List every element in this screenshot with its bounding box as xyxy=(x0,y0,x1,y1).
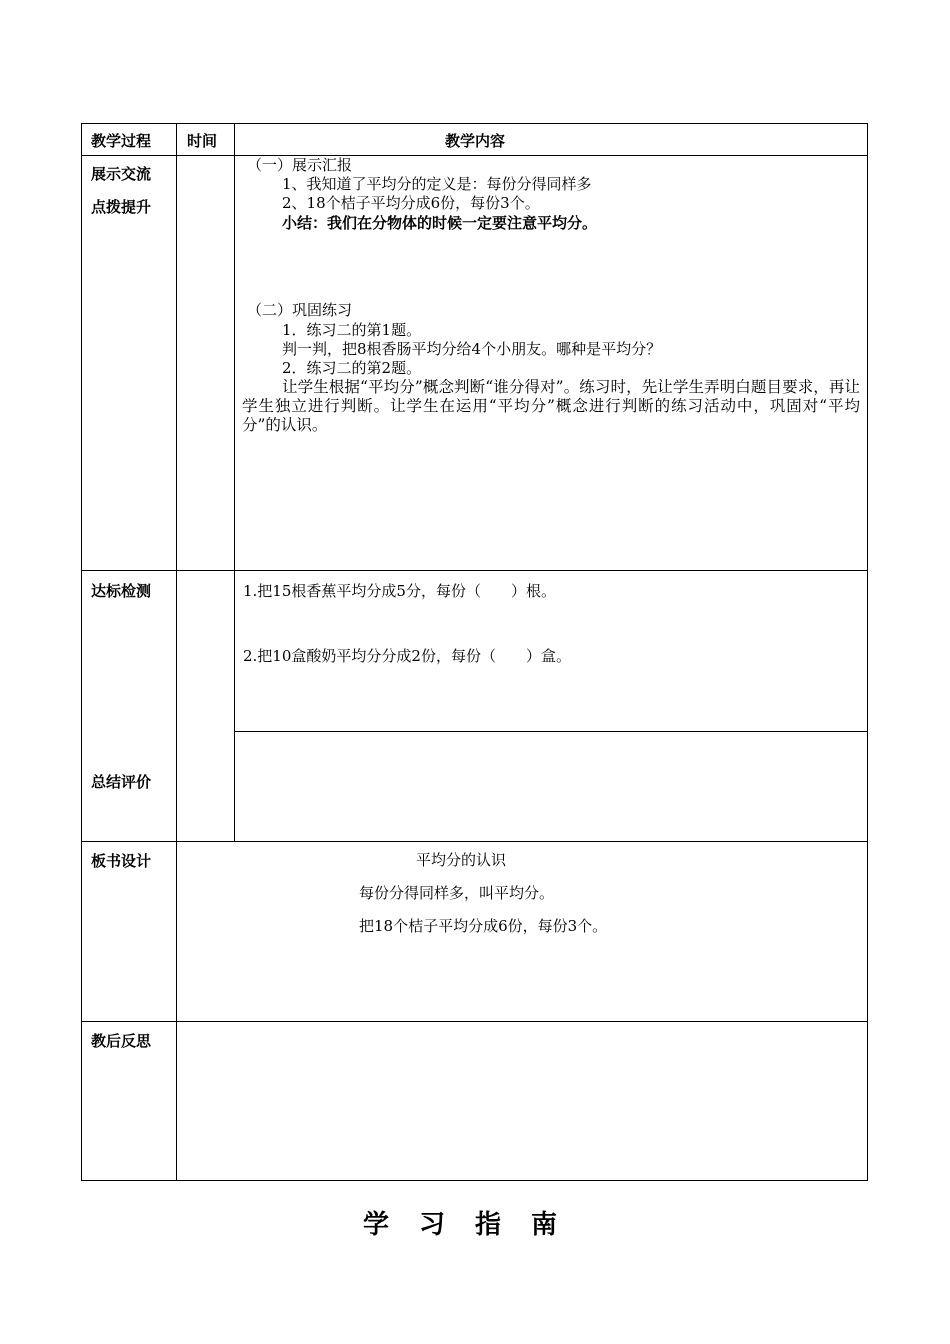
board-line1: 每份分得同样多，叫平均分。 xyxy=(359,884,555,902)
table-border-right xyxy=(867,123,868,1181)
row-divider-section3 xyxy=(81,841,868,842)
test-question-2: 2.把10盒酸奶平均分分成2份，每份（ ）盒。 xyxy=(243,647,571,665)
part2-item2: 2．练习二的第2题。 xyxy=(282,359,422,377)
part2-paragraph: 让学生根据“平均分”概念判断“谁分得对”。练习时，先让学生弄明白题目要求，再让学生独立进行判断。让学生在运用“平均分”概念进行判断的练习活动中，巩固对“平均分”的认识。 xyxy=(242,378,860,434)
section1-label-line2: 点拨提升 xyxy=(91,198,152,216)
header-process: 教学过程 xyxy=(91,132,152,150)
part2-item1: 1．练习二的第1题。 xyxy=(282,321,422,339)
board-title: 平均分的认识 xyxy=(416,851,507,869)
row-divider-section4 xyxy=(81,1021,868,1022)
board-line2: 把18个桔子平均分成6份，每份3个。 xyxy=(359,917,608,935)
lesson-plan-table xyxy=(81,123,868,1181)
section2-label: 达标检测 xyxy=(91,582,152,600)
header-content: 教学内容 xyxy=(445,132,506,150)
footer-title: 学习指南 xyxy=(362,1210,587,1240)
table-border-top xyxy=(81,123,868,124)
part1-item1: 1、我知道了平均分的定义是：每份分得同样多 xyxy=(282,175,592,193)
part1-item2: 2、18个桔子平均分成6份，每份3个。 xyxy=(282,194,540,212)
section4-label: 板书设计 xyxy=(91,852,152,870)
table-border-bottom xyxy=(81,1180,868,1181)
table-border-left xyxy=(81,123,82,1181)
part2-item1-detail: 判一判，把8根香肠平均分给4个小朋友。哪种是平均分？ xyxy=(282,340,662,358)
section1-label-line1: 展示交流 xyxy=(91,165,152,183)
section5-label: 教后反思 xyxy=(91,1032,152,1050)
row-divider-header xyxy=(81,155,868,156)
summary-text: 小结：我们在分物体的时候一定要注意平均分。 xyxy=(282,214,598,232)
section3-label: 总结评价 xyxy=(91,773,152,791)
part1-title: （一）展示汇报 xyxy=(247,156,353,174)
test-question-1: 1.把15根香蕉平均分成5分，每份（ ）根。 xyxy=(243,582,556,600)
header-time: 时间 xyxy=(187,132,218,150)
row-divider-section2-inner xyxy=(234,731,868,732)
column-divider-2 xyxy=(234,123,235,841)
part2-title: （二）巩固练习 xyxy=(247,301,353,319)
row-divider-section1 xyxy=(81,570,868,571)
column-divider-1 xyxy=(176,123,177,1181)
